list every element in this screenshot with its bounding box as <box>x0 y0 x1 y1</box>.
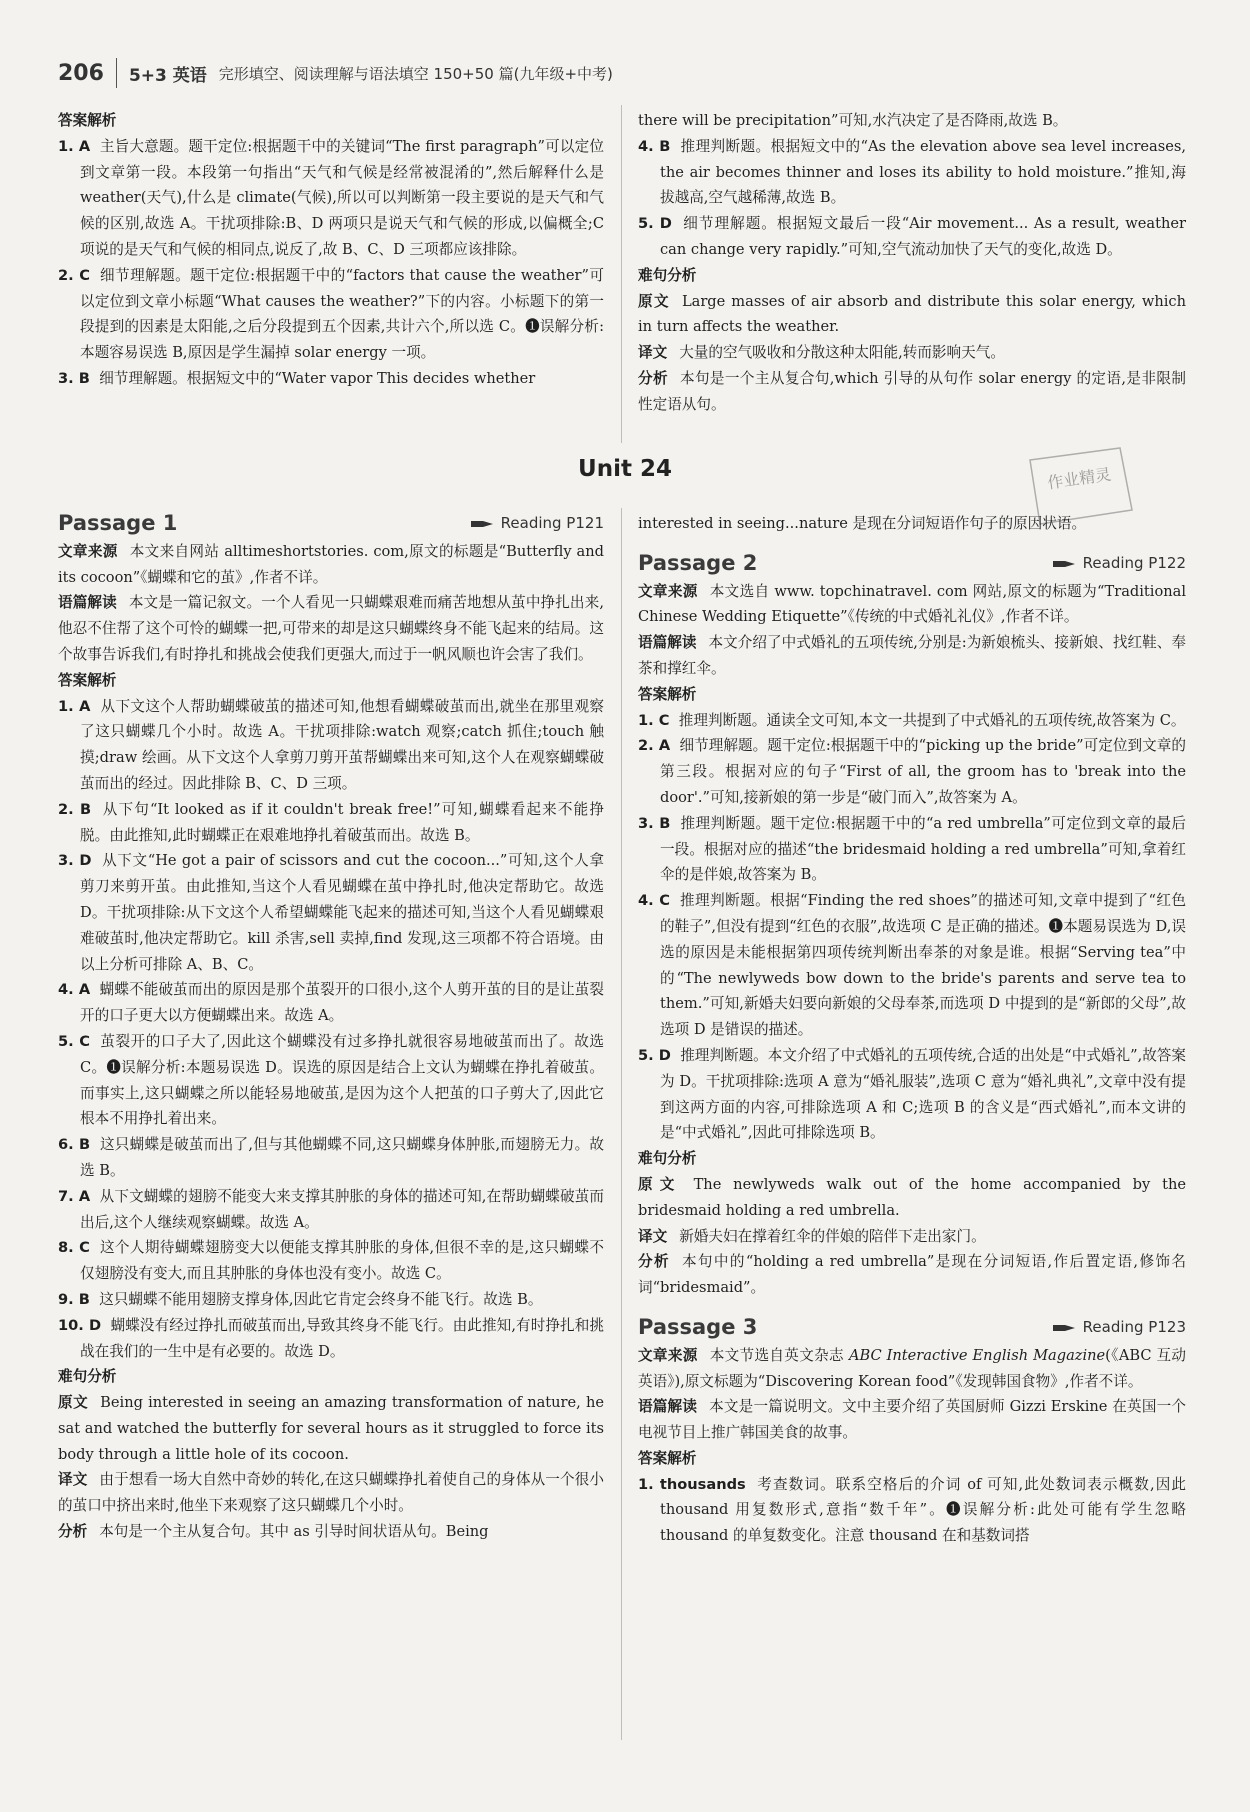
answer-number: 4. A <box>58 981 91 999</box>
answer-number: 3. D <box>58 852 92 870</box>
translation <box>638 340 1186 366</box>
answer-item <box>638 1043 1186 1146</box>
passage-3 <box>638 1315 1186 1549</box>
reading-ref <box>471 511 604 537</box>
source-text: 本文来自网站 alltimeshortstories. com,原文的标题是“Butterfly and its cocoon”《蝴蝶和它的茧》,作者不详。 <box>58 542 604 586</box>
answer-item <box>58 1029 604 1132</box>
analysis <box>638 1249 1186 1301</box>
answer-text: 这只蝴蝶不能用翅膀支撑身体,因此它肯定会终身不能飞行。故选 B。 <box>99 1290 543 1308</box>
reading-ref <box>1053 551 1186 577</box>
original-sentence <box>58 1390 604 1467</box>
source-text: 本文选自 www. topchinatravel. com 网站,原文的标题为“Traditional Chinese Wedding Etiquette”《传统的中式婚礼礼仪》,作者不详。 <box>638 582 1186 626</box>
answers-heading: 答案解析 <box>58 112 117 129</box>
answer-text: 细节理解题。题干定位:根据题干中的“factors that cause the weather”可以定位到文章小标题“What causes the weather?”下的内容。小标题下的第一段提到的因素是太阳能,之后分段提到五个因素,共计六个,所以选 C。❶误解分析:本题容易误选 B,原因是学生漏掉 solar energy 一项。 <box>80 266 605 362</box>
answer-number: 8. C <box>58 1239 90 1257</box>
reading-page: Reading P122 <box>1082 553 1186 572</box>
answer-number: 6. B <box>58 1136 91 1154</box>
page-number: 206 <box>58 60 104 86</box>
answer-item <box>58 1313 604 1365</box>
pointing-hand-icon <box>1053 557 1075 571</box>
answer-item <box>58 1235 604 1287</box>
answer-item <box>58 797 604 849</box>
answer-item <box>58 1287 604 1313</box>
article-overview <box>638 630 1186 682</box>
book-title: 完形填空、阅读理解与语法填空 150+50 篇(九年级+中考) <box>218 64 613 83</box>
analysis <box>638 366 1186 418</box>
overview-text: 本文介绍了中式婚礼的五项传统,分别是:为新娘梳头、接新娘、找红鞋、奉茶和撑红伞。 <box>638 634 1186 677</box>
answer-item <box>638 1472 1186 1549</box>
analysis-text: 本句中的“holding a red umbrella”是现在分词短语,作后置定语,修饰名词“bridesmaid”。 <box>638 1253 1186 1297</box>
answer-item <box>638 134 1186 211</box>
answer-number: 10. D <box>58 1316 102 1334</box>
continuation-text: there will be precipitation”可知,水汽决定了是否降雨,故选 B。 <box>638 112 1068 129</box>
answer-number: 2. C <box>58 266 90 284</box>
pointing-hand-icon <box>471 517 493 531</box>
overview-text: 本文是一篇说明文。文中主要介绍了英国厨师 Gizzi Erskine 在英国一个电视节目上推广韩国美食的故事。 <box>638 1398 1186 1442</box>
answer-number: 2. A <box>638 737 671 755</box>
answer-item <box>638 708 1186 734</box>
column-divider <box>621 508 622 1740</box>
translation-label: 译文 <box>638 344 668 362</box>
answer-number: 2. B <box>58 800 92 818</box>
answer-text: 推理判断题。题干定位:根据题干中的“a red umbrella”可定位到文章的最后一段。根据对应的描述“the bridesmaid holding a red umbrella”可知,拿着红伞的是伴娘,故答案为 B。 <box>660 814 1186 884</box>
passage-title: Passage 2 <box>638 550 758 575</box>
source-text-pre: 本文节选自英文杂志 <box>709 1346 849 1364</box>
answer-item <box>58 134 604 263</box>
translation-text: 大量的空气吸收和分散这种太阳能,转而影响天气。 <box>679 344 1005 362</box>
answer-number: 1. C <box>638 711 670 729</box>
answer-number: 4. B <box>638 137 671 155</box>
answer-item <box>58 263 604 366</box>
answer-number: 4. C <box>638 892 670 910</box>
overview-label: 语篇解读 <box>638 634 697 652</box>
answer-item <box>58 1132 604 1184</box>
magazine-title: ABC Interactive English Magazine <box>848 1346 1106 1364</box>
article-source <box>638 1343 1186 1395</box>
answer-number: 5. D <box>638 1046 671 1064</box>
answer-item <box>58 366 604 392</box>
original-label: 原文 <box>638 1175 682 1193</box>
answer-text: 细节理解题。根据短文中的“Water vapor This decides whether <box>99 369 536 387</box>
article-overview <box>58 590 604 667</box>
source-text-post: (《ABC 互动英语》),原文标题为“Discovering Korean food”《发现韩国食物》,作者不详。 <box>638 1346 1186 1390</box>
top-left-column <box>58 108 604 392</box>
translation-text: 由于想看一场大自然中奇妙的转化,在这只蝴蝶挣扎着使自己的身体从一个很小的茧口中挤出来时,他坐下来观察了这只蝴蝶几个小时。 <box>58 1471 604 1515</box>
answer-text: 这个人期待蝴蝶翅膀变大以便能支撑其肿胀的身体,但很不幸的是,这只蝴蝶不仅翅膀没有变大,而且其肿胀的身体也没有变小。故选 C。 <box>80 1239 605 1283</box>
overview-label: 语篇解读 <box>638 1398 698 1416</box>
answer-text: 蝴蝶没有经过挣扎而破茧而出,导致其终身不能飞行。由此推知,有时挣扎和挑战在我们的一生中是有必要的。故选 D。 <box>80 1316 604 1360</box>
answer-number: 7. A <box>58 1187 91 1205</box>
answer-text: 从下文蝴蝶的翅膀不能变大来支撑其肿胀的身体的描述可知,在帮助蝴蝶破茧而出后,这个人继续观察蝴蝶。故选 A。 <box>80 1187 604 1231</box>
answer-number: 5. C <box>58 1032 91 1050</box>
answer-text: 蝴蝶不能破茧而出的原因是那个茧裂开的口很小,这个人剪开茧的目的是让茧裂开的口子更大以方便蝴蝶出来。故选 A。 <box>80 981 604 1025</box>
analysis-label: 分析 <box>638 369 668 387</box>
column-divider <box>621 105 622 443</box>
answer-item <box>58 977 604 1029</box>
translation-label: 译文 <box>58 1471 88 1489</box>
reading-ref <box>1053 1315 1186 1341</box>
source-label: 文章来源 <box>638 1346 698 1364</box>
header-divider <box>116 58 117 88</box>
answers-heading: 答案解析 <box>638 685 697 703</box>
overview-text: 本文是一篇记叙文。一个人看见一只蝴蝶艰难而痛苦地想从茧中挣扎出来,他忍不住帮了这个可怜的蝴蝶一把,可带来的却是这只蝴蝶终身不能飞起来的结局。这个故事告诉我们,有时挣扎和挑战会使我们更强大,而过于一帆风顺也许会害了我们。 <box>58 594 604 663</box>
article-source <box>58 539 604 591</box>
answer-number: 1. A <box>58 697 91 715</box>
answers-heading: 答案解析 <box>638 1449 697 1467</box>
original-sentence <box>638 289 1186 341</box>
right-column <box>638 511 1186 1549</box>
answer-text: 推理判断题。本文介绍了中式婚礼的五项传统,合适的出处是“中式婚礼”,故答案为 D。干扰项排除:选项 A 意为“婚礼服装”,选项 C 意为“婚礼典礼”,文章中没有提到这两方面的内容,可排除选项 A 和 C;选项 B 的含义是“西式婚礼”,而本文讲的是“中式婚礼”,因此可排除选项 B。 <box>660 1046 1186 1142</box>
difficult-sentence-heading: 难句分析 <box>638 1150 697 1168</box>
original-label: 原文 <box>638 292 670 310</box>
passage-title: Passage 3 <box>638 1314 758 1339</box>
article-source <box>638 579 1186 631</box>
analysis-label: 分析 <box>58 1523 88 1541</box>
unit-title: Unit 24 <box>578 456 672 482</box>
answer-text: 细节理解题。根据短文最后一段“Air movement... As a result, weather can change very rapidly.”可知,空气流动加快了天气的变化,故选 D。 <box>660 215 1187 258</box>
passage-1 <box>58 511 604 1545</box>
answer-text: 细节理解题。题干定位:根据题干中的“picking up the bride”可定位到文章的第三段。根据对应的句子“First of all, the groom has to 'break into the door'.”可知,接新娘的第一步是“破门而入”,故答案为 A。 <box>660 737 1186 806</box>
analysis <box>58 1519 604 1545</box>
difficult-sentence-heading: 难句分析 <box>58 1368 117 1386</box>
overview-label: 语篇解读 <box>58 594 117 612</box>
answer-item <box>638 811 1186 888</box>
answer-text: 推理判断题。根据“Finding the red shoes”的描述可知,文章中提到了“红色的鞋子”,但没有提到“红色的衣服”,故选项 C 是正确的描述。❶本题易误选为 D,误选的原因是未能根据第四项传统判断出奉茶的对象是谁。根据“Serving tea”中的“The newlyweds bow down to the bride's parents and serve tea to them.”可知,新婚夫妇要向新娘的父母奉茶,而选项 D 中提到的是“新郎的父母”,故选项 D 是错误的描述。 <box>660 892 1186 1039</box>
answer-number: 5. D <box>638 215 672 233</box>
stamp-text: 作业精灵 <box>1046 464 1113 493</box>
answer-number: 1. A <box>58 137 91 155</box>
source-label: 文章来源 <box>638 582 698 600</box>
answer-number: 9. B <box>58 1290 90 1308</box>
passage-2 <box>638 551 1186 1301</box>
answer-item <box>58 1184 604 1236</box>
page-header <box>58 56 613 90</box>
answer-number: 1. thousands <box>638 1475 746 1493</box>
answer-text: 推理判断题。通读全文可知,本文一共提到了中式婚礼的五项传统,故答案为 C。 <box>678 711 1186 729</box>
analysis-text: 本句是一个主从复合句,which 引导的从句作 solar energy 的定语,是非限制性定语从句。 <box>638 369 1186 413</box>
analysis-label: 分析 <box>638 1253 670 1271</box>
answer-text: 这只蝴蝶是破茧而出了,但与其他蝴蝶不同,这只蝴蝶身体肿胀,而翅膀无力。故选 B。 <box>80 1136 605 1179</box>
brand-label: 5+3 英语 <box>128 65 207 86</box>
answer-item <box>58 694 604 797</box>
source-label: 文章来源 <box>58 542 118 560</box>
top-right-column <box>638 108 1186 418</box>
original-label: 原文 <box>58 1394 89 1412</box>
answer-text: 主旨大意题。题干定位:根据题干中的关键词“The first paragraph”可以定位到文章第一段。本段第一句指出“天气和气候是经常被混淆的”,然后解释什么是 weather(天气),什么是 climate(气候),所以可以判断第一段主要说的是天气和气候的区别,故选 A。干扰项排除:B、D 两项只是说天气和气候的形成,以偏概全;C 项说的是天气和气候的相同点,说反了,故 B、C、D 三项都应该排除。 <box>80 137 604 258</box>
answer-item <box>638 211 1186 263</box>
answer-item <box>58 848 604 977</box>
difficult-sentence-heading: 难句分析 <box>638 266 697 284</box>
article-overview <box>638 1394 1186 1446</box>
translation-label: 译文 <box>638 1227 668 1245</box>
original-text: Being interested in seeing an amazing transformation of nature, he sat and watched the butterfly for several hours as it struggled to force its body through a little hole of its cocoon. <box>58 1394 604 1463</box>
passage-title: Passage 1 <box>58 511 178 535</box>
answer-text: 考查数词。联系空格后的介词 of 可知,此处数词表示概数,因此 thousand 用复数形式,意指“数千年”。❶误解分析:此处可能有学生忽略 thousand 的单复数变化。注意 thousand 在和基数词搭 <box>660 1475 1187 1545</box>
translation-text: 新婚夫妇在撑着红伞的伴娘的陪伴下走出家门。 <box>679 1227 986 1245</box>
answer-number: 3. B <box>58 369 90 387</box>
answer-text: 从下文这个人帮助蝴蝶破茧的描述可知,他想看蝴蝶破茧而出,就坐在那里观察了这只蝴蝶几个小时。故选 A。干扰项排除:watch 观察;catch 抓住;touch 触摸;draw 绘画。从下文这个人拿剪刀剪开茧帮蝴蝶出来可知,这个人在观察蝴蝶破茧而出的经过。因此排除 B、C、D 三项。 <box>80 697 605 792</box>
answer-text: 推理判断题。根据短文中的“As the elevation above sea level increases, the air becomes thinner and loses its ability to hold moisture.”推知,海拔越高,空气越稀薄,故选 B。 <box>660 137 1187 207</box>
reading-page: Reading P121 <box>500 514 604 532</box>
answer-number: 3. B <box>638 814 671 832</box>
answer-item <box>638 733 1186 810</box>
original-text: The newlyweds walk out of the home accompanied by the bridesmaid holding a red umbrella. <box>638 1175 1186 1219</box>
answer-item <box>638 888 1186 1043</box>
analysis-text: 本句是一个主从复合句。其中 as 引导时间状语从句。Being <box>99 1523 489 1541</box>
reading-page: Reading P123 <box>1082 1317 1186 1336</box>
answers-heading: 答案解析 <box>58 671 117 689</box>
original-text: Large masses of air absorb and distribute this solar energy, which in turn affects the weather. <box>638 292 1186 336</box>
translation <box>638 1224 1186 1250</box>
answer-text: 从下句“It looked as if it couldn't break free!”可知,蝴蝶看起来不能挣脱。由此推知,此时蝴蝶正在艰难地挣扎着破茧而出。故选 B。 <box>80 800 604 844</box>
original-sentence <box>638 1172 1186 1224</box>
answer-text: 茧裂开的口子大了,因此这个蝴蝶没有过多挣扎就很容易地破茧而出了。故选 C。❶误解分析:本题易误选 D。误选的原因是结合上文认为蝴蝶在挣扎着破茧。而事实上,这只蝴蝶之所以能轻易地破茧,是因为这个人把茧的口子剪大了,因此它根本不用挣扎着出来。 <box>80 1032 604 1128</box>
translation <box>58 1467 604 1519</box>
analysis-continuation: interested in seeing...nature 是现在分词短语作句子的原因状语。 <box>638 515 1087 532</box>
answer-text: 从下文“He got a pair of scissors and cut the cocoon...”可知,这个人拿剪刀来剪开茧。由此推知,当这个人看见蝴蝶在茧中挣扎时,他决定帮助它。故选 D。干扰项排除:从下文这个人希望蝴蝶能飞起来的描述可知,当这个人看见蝴蝶艰难破茧时,他决定帮助它。kill 杀害,sell 卖掉,find 发现,这三项都不符合语境。由以上分析可排除 A、B、C。 <box>80 852 604 973</box>
pointing-hand-icon <box>1053 1321 1075 1335</box>
